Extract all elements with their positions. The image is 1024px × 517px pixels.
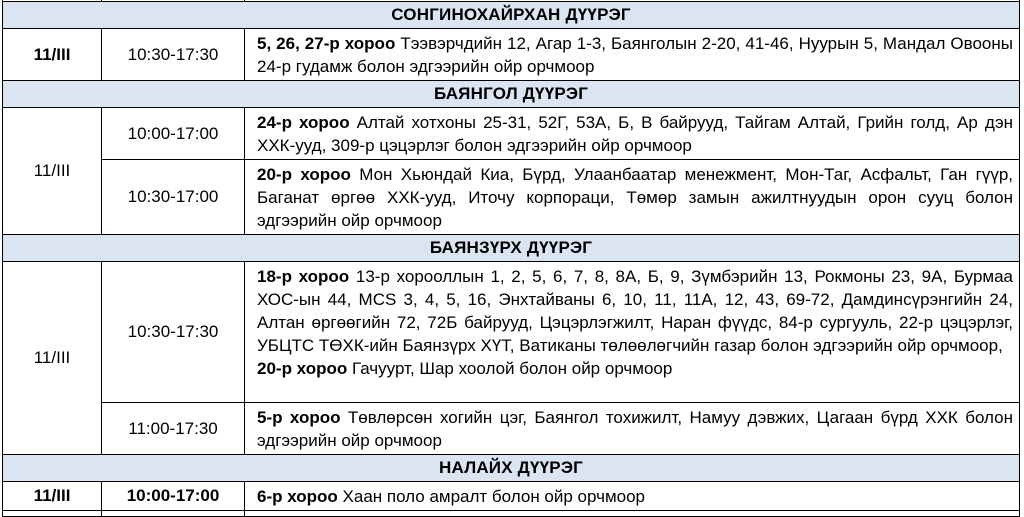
schedule-row [3,160,1020,235]
schedule-row [3,108,1020,160]
address-text: Тээвэрчдийн 12, Агар 1-3, Баянголын 2-20, 41-46, Нуурын 5, Мандал Овооны 24-р гудамж болон эдгээрийн ойр орчмоор [257,34,1013,76]
next-row-stub [3,511,1020,517]
district-header [3,455,1020,482]
time-cell: 10:00-17:00 [102,482,245,511]
address-cell [245,482,1020,511]
time-cell: 10:30-17:30 [102,29,245,81]
date-cell: 11/III [3,262,102,455]
time-cell: 10:00-17:00 [102,108,245,160]
address-cell [245,29,1020,81]
date-cell: 11/III [3,29,102,81]
khoroo-label: 5, 26, 27-р хороо [257,34,396,53]
address-cell [245,262,1020,403]
schedule-row [3,29,1020,81]
khoroo-label: 18-р хороо [257,267,350,286]
time-cell: 10:30-17:00 [102,160,245,235]
address-text: Алтай хотхоны 25-31, 52Г, 53А, Б, В байрууд, Тайгам Алтай, Грийн голд, Ар дэн ХХК-ууд, 309-р цэцэрлэг болон эдгээрийн ойр орчмоор [257,113,1014,155]
khoroo-label: 20-р хороо [257,165,351,184]
schedule-row [3,482,1020,511]
district-header [3,2,1020,29]
address-text: 13-р хорооллын 1, 2, 5, 6, 7, 8, 8А, Б, 9, Зүмбэрийн 13, Рокмоны 23, 9А, Бурмаа ХОС-ын 44, MCS 3, 4, 5, 16, Энхтайваны 6, 10, 11, 11А, 12, 43, 69-72, Дамдинсүрэнгийн 24, Алтан өргөөгийн 72, 72Б байрууд, Цэцэрлэгжилт, Наран фүүдс, 84-р сургууль, 22-р цэцэрлэг, УБЦТС ТӨХК-ийн Баянзүрх ХҮТ, Ватиканы төлөөлөгчийн газар болон эдгээрийн ойр орчмоор, [257,267,1013,355]
district-name: СОНГИНОХАЙРХАН ДҮҮРЭГ [3,2,1020,29]
khoroo-label: 24-р хороо [257,113,350,132]
khoroo-label: 20-р хороо [257,359,348,378]
khoroo-label: 6-р хороо [257,487,338,506]
address-text: Мон Хьюндай Киа, Бүрд, Улаанбаатар менежмент, Мон-Таг, Асфальт, Ган гүүр, Баганат өргөө ХХК-ууд, Иточу корпораци, Төмөр замын ажилтнуудын орон сууц болон эдгээрийн ойр орчмоор [257,165,1014,230]
district-name: НАЛАЙХ ДҮҮРЭГ [3,455,1020,482]
khoroo-label: 5-р хороо [257,408,341,427]
address-cell [245,403,1020,455]
date-cell: 11/III [3,482,102,511]
address-text: Гачуурт, Шар хоолой болон ойр орчмоор [347,359,673,378]
schedule-row [3,403,1020,455]
time-cell: 10:30-17:30 [102,262,245,403]
address-text: Хаан поло амралт болон ойр орчмоор [337,487,646,506]
district-header [3,235,1020,262]
address-cell [245,108,1020,160]
time-cell: 11:00-17:30 [102,403,245,455]
district-header [3,81,1020,108]
address-text: Төвлөрсөн хогийн цэг, Баянгол тохижилт, Намуу дэвжих, Цагаан бүрд ХХК болон эдгээрийн ойр орчмоор [257,408,1013,450]
district-name: БАЯНЗҮРХ ДҮҮРЭГ [3,235,1020,262]
schedule-row [3,262,1020,403]
date-cell: 11/III [3,108,102,235]
address-cell [245,160,1020,235]
power-outage-schedule-table [2,0,1020,517]
district-name: БАЯНГОЛ ДҮҮРЭГ [3,81,1020,108]
